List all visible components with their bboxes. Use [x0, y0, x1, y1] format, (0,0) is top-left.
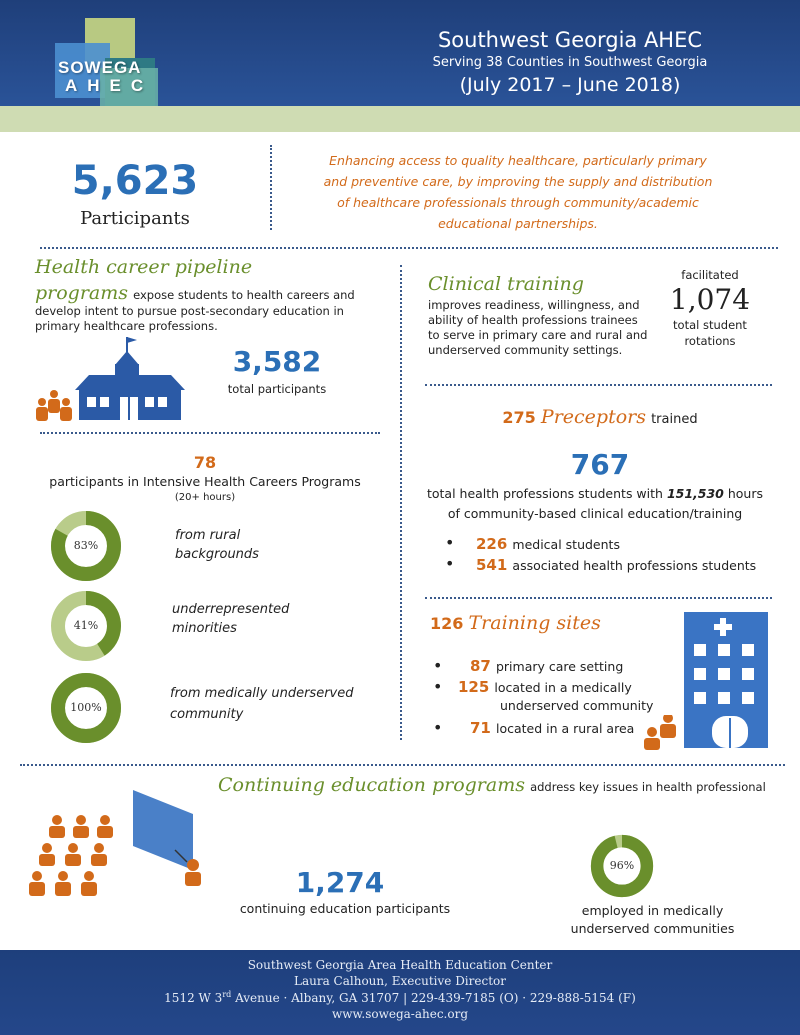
pipeline-title: Health career pipeline: [35, 256, 253, 278]
preceptors-count: 275: [502, 408, 536, 427]
footer: [0, 950, 800, 1035]
site-rural-num: 71: [470, 719, 491, 737]
footer-director: Laura Calhoun, Executive Director: [293, 974, 506, 988]
pipeline-count-label: total participants: [227, 382, 327, 396]
students-line1-b: hours: [727, 486, 764, 501]
site-primary-label: primary care setting: [495, 659, 624, 674]
footer-address-b: Avenue · Albany, GA 31707 | 229-439-7185 (O) · 229-888-5154 (F): [231, 991, 636, 1005]
ce-count: 1,274: [295, 866, 385, 899]
pipeline-desc-line1: [35, 282, 395, 304]
clinical-title: Clinical training: [428, 273, 584, 295]
site-rural-label: located in a rural area: [495, 721, 635, 736]
summary-divider: [270, 145, 272, 230]
footer-address-sup: rd: [222, 990, 232, 999]
center-divider: [400, 265, 402, 740]
site-underserved-num: 125: [458, 678, 490, 696]
total-participants: 5,623: [71, 158, 199, 204]
hospital-building-icon: [638, 610, 770, 750]
donut-employed-chart: [590, 834, 654, 898]
site-rural: [470, 718, 634, 737]
employed-line1: employed in medically: [581, 903, 724, 918]
pipeline-title-part2: programs: [35, 282, 129, 304]
students-line1: [405, 486, 785, 501]
minorities-text-2: minorities: [172, 621, 237, 636]
rotations-label-2: rotations: [684, 334, 736, 348]
ce-title-row: [218, 774, 778, 796]
rural-text-2: backgrounds: [175, 547, 259, 562]
donut-minorities-pct: 41%: [73, 619, 99, 632]
mission-statement: Enhancing access to quality healthcare, particularly primary and preventive care, by improving the supply and distribution of healthcare professionals through community/academic educational partnerships.: [323, 153, 713, 231]
associated-students-num: 541: [476, 556, 508, 574]
bullet-site-3: •: [433, 718, 443, 737]
site-underserved-label: located in a medically: [494, 680, 632, 695]
footer-website[interactable]: www.sowega-ahec.org: [331, 1007, 468, 1021]
header-green-bar: [0, 106, 800, 132]
preceptors-line: [425, 406, 775, 428]
minorities-text-1: underrepresented: [172, 602, 290, 617]
header-title: Southwest Georgia AHEC: [437, 28, 703, 52]
students-line2: of community-based clinical education/training: [447, 506, 743, 521]
bullet-site-1: •: [433, 656, 443, 675]
bullet-site-2: •: [433, 677, 443, 696]
logo: [55, 18, 165, 120]
site-underserved-label2: underserved community: [500, 698, 654, 713]
footer-address: [0, 990, 800, 1005]
medical-students-label: medical students: [512, 537, 620, 552]
header-period: (July 2017 – June 2018): [459, 74, 681, 96]
students-count: 767: [570, 448, 630, 481]
donut-underserved-chart: [50, 672, 122, 744]
classroom-icon: [25, 790, 215, 910]
school-building-icon: [75, 335, 185, 420]
underserved-text-2: community: [170, 707, 244, 722]
medical-students-row: [476, 534, 620, 553]
pipeline-count: 3,582: [232, 345, 322, 378]
ce-desc-inline: address key issues in health professional: [530, 780, 766, 794]
footer-org: Southwest Georgia Area Health Education Center: [247, 958, 553, 972]
divider-bottom: [20, 764, 785, 766]
divider-right-mid: [425, 597, 772, 599]
pipeline-desc-inline: expose students to health careers and: [133, 288, 355, 302]
sites-count: 126: [430, 614, 464, 633]
associated-students-row: [476, 555, 756, 574]
students-line1-a: total health professions students with: [426, 486, 663, 501]
donut-minorities-chart: [50, 590, 122, 662]
ce-count-label: continuing education participants: [239, 901, 451, 916]
clinical-desc: improves readiness, willingness, and ability of health professions trainees to serve in primary care and rural and underserved community settings.: [428, 298, 648, 357]
donut-rural-chart: [50, 510, 122, 582]
rural-text-1: from rural: [175, 528, 241, 543]
site-primary-care: [470, 656, 623, 675]
students-hours: 151,530: [666, 486, 724, 501]
rotations-count: 1,074: [669, 283, 751, 316]
people-group-icon: [32, 388, 77, 423]
site-primary-num: 87: [470, 657, 491, 675]
intensive-sublabel: (20+ hours): [174, 492, 236, 503]
sites-title-row: [430, 612, 601, 634]
intensive-count: 78: [193, 453, 217, 472]
employed-line2: underserved communities: [570, 921, 735, 936]
header-subtitle: Serving 38 Counties in Southwest Georgia: [432, 55, 708, 70]
bullet-medical: •: [445, 533, 455, 552]
logo-line2: AHEC: [65, 76, 154, 95]
bullet-associated: •: [445, 554, 455, 573]
donut-underserved-pct: 100%: [70, 701, 102, 714]
associated-students-label: associated health professions students: [512, 558, 757, 573]
divider-top: [40, 247, 778, 249]
sites-title: Training sites: [468, 612, 601, 634]
footer-address-a: 1512 W 3: [164, 991, 223, 1005]
divider-left-mid: [40, 432, 380, 434]
donut-employed-pct: 96%: [609, 859, 635, 872]
medical-students-num: 226: [476, 535, 508, 553]
facilitated-label: facilitated: [681, 268, 739, 282]
rotations-label-1: total student: [673, 318, 747, 332]
logo-line1: SOWEGA: [58, 58, 142, 77]
donut-rural-pct: 83%: [73, 539, 99, 552]
header-banner: [0, 0, 800, 106]
divider-right-top: [425, 384, 772, 386]
ce-title: Continuing education programs: [218, 774, 525, 796]
pipeline-desc: develop intent to pursue post-secondary education in primary healthcare professions.: [35, 304, 344, 333]
total-participants-label: Participants: [80, 208, 190, 229]
underserved-text-1: from medically underserved: [170, 686, 354, 701]
preceptors-suffix: trained: [651, 412, 698, 427]
intensive-label: participants in Intensive Health Careers Programs: [49, 474, 361, 489]
site-underserved: [458, 677, 632, 696]
preceptors-title: Preceptors: [540, 406, 646, 428]
